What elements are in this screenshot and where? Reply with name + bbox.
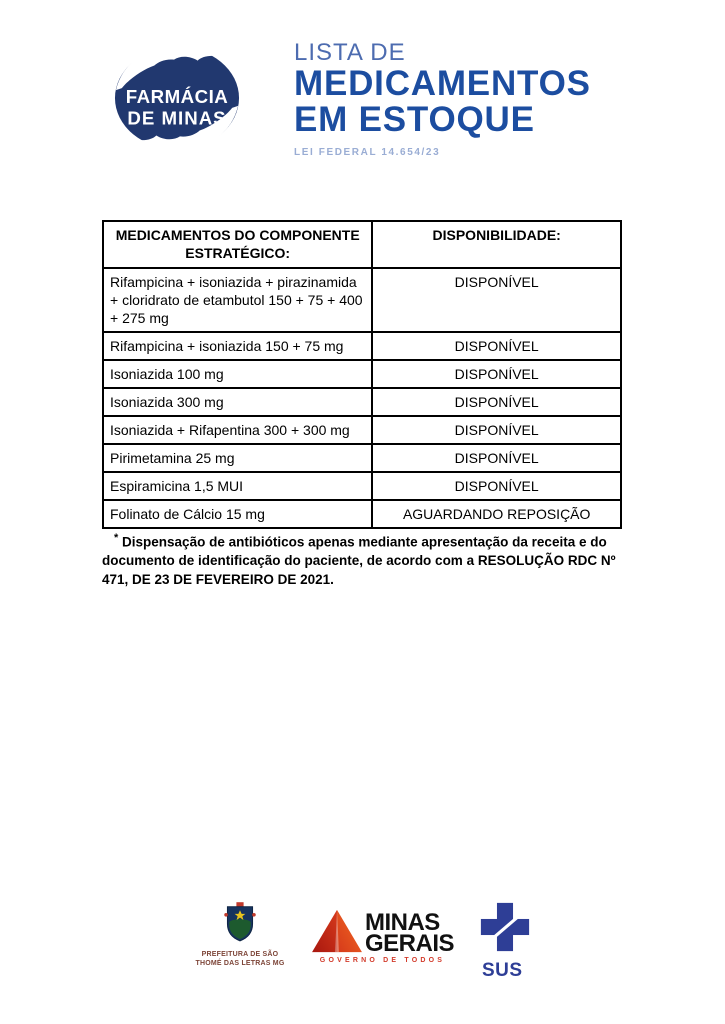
column-header-availability: DISPONIBILIDADE: [372, 221, 621, 268]
minas-gerais-logo [311, 906, 454, 964]
minas-gerais-tagline: GOVERNO DE TODOS [319, 957, 446, 964]
table-row [103, 416, 621, 444]
minas-gerais-triangle-icon [311, 906, 363, 954]
table-row [103, 332, 621, 360]
minas-gerais-word1: MINAS [364, 909, 440, 936]
medication-name: Espiramicina 1,5 MUI [103, 472, 372, 500]
footer-logos [0, 900, 725, 982]
column-header-medications: MEDICAMENTOS DO COMPONENTE ESTRATÉGICO: [103, 221, 372, 268]
title-law-reference: LEI FEDERAL 14.654/23 [294, 147, 441, 158]
availability-status: DISPONÍVEL [372, 444, 621, 472]
medication-name: Isoniazida 100 mg [103, 360, 372, 388]
sus-logo [480, 901, 530, 982]
medication-name: Isoniazida + Rifapentina 300 + 300 mg [103, 416, 372, 444]
table-row [103, 268, 621, 332]
prefeitura-caption-line2: THOMÉ DAS LETRAS MG [195, 960, 285, 968]
table-row [103, 444, 621, 472]
prefeitura-caption [195, 950, 285, 968]
logo-text-line1: FARMÁCIA [125, 85, 229, 107]
footnote-marker: * [114, 532, 119, 544]
availability-status: DISPONÍVEL [372, 360, 621, 388]
availability-status: DISPONÍVEL [372, 388, 621, 416]
medication-name: Isoniazida 300 mg [103, 388, 372, 416]
prefeitura-crest-icon [222, 902, 258, 942]
minas-gerais-word2: GERAIS [364, 930, 454, 957]
title-line2: EM ESTOQUE [294, 100, 535, 139]
sus-cross-icon [480, 901, 530, 953]
availability-status: DISPONÍVEL [372, 332, 621, 360]
availability-status: DISPONÍVEL [372, 268, 621, 332]
table-row [103, 500, 621, 528]
availability-status: DISPONÍVEL [372, 416, 621, 444]
sus-label: SUS [482, 960, 523, 981]
medication-name: Folinato de Cálcio 15 mg [103, 500, 372, 528]
dispensing-footnote [102, 531, 642, 590]
medication-name: Rifampicina + isoniazida + pirazinamida + cloridrato de etambutol 150 + 75 + 400 + 275 mg [103, 268, 372, 332]
medication-name: Pirimetamina 25 mg [103, 444, 372, 472]
table-row [103, 388, 621, 416]
table-row [103, 360, 621, 388]
footnote-text: Dispensação de antibióticos apenas mediante apresentação da receita e do documento de identificação do paciente, de acordo com a RESOLUÇÃO RDC Nº 471, DE 23 DE FEVEREIRO DE 2021. [102, 534, 616, 588]
stock-table-container [102, 220, 622, 529]
table-row [103, 472, 621, 500]
logo-text-line2: DE MINAS [127, 107, 227, 129]
prefeitura-logo [195, 902, 285, 968]
farmacia-de-minas-logo [108, 36, 246, 164]
medication-table [102, 220, 622, 529]
table-header-row [103, 221, 621, 268]
title-line1: MEDICAMENTOS [294, 64, 591, 103]
availability-status: AGUARDANDO REPOSIÇÃO [372, 500, 621, 528]
title-kicker: LISTA DE [294, 39, 406, 66]
prefeitura-caption-line1: PREFEITURA DE SÃO [201, 951, 279, 958]
farmacia-logo-icon [108, 36, 246, 164]
medication-name: Rifampicina + isoniazida 150 + 75 mg [103, 332, 372, 360]
availability-status: DISPONÍVEL [372, 472, 621, 500]
document-title [294, 40, 591, 158]
